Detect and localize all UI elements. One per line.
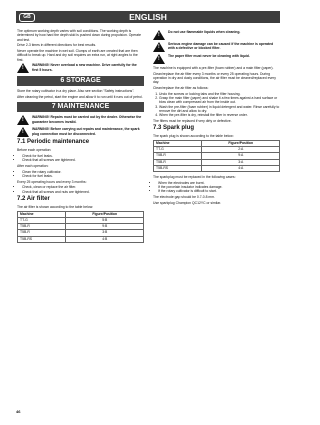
header-title: ENGLISH [129,12,167,22]
list-item: • If the rotary cultivator is difficult to start. [158,189,280,193]
table-cell: T5B-RS [154,165,202,171]
page-number: 46 [16,409,21,414]
table-header: Machine [18,211,66,217]
paragraph: The machine is equipped with a pre-filter (foam rubber) and a main filter (paper). [153,66,274,70]
air-filter-table [17,211,144,243]
step-item: 2. Grasp the main filter (paper) and shake it a few times against a hard surface or blow clean with compressed air from the inside out. [159,96,280,105]
table-cell: T5B-R [18,230,66,236]
list-item: • If the porcelain insulator indicates damage. [158,185,280,189]
step-item: 3. Wash the pre-filter (foam rubber) in liquid detergent and water. Rinse carefully to remove the dirt and allow to dry. [159,105,280,114]
table-cell: T5B-R [154,153,202,159]
numbered-steps [153,92,280,118]
storage-paragraph: Store the rotary cultivator in a dry place. Also see section "Safety instructions". [17,89,135,94]
table-cell: 3:B [66,230,144,236]
section-heading: 7.3 Spark plug [153,125,195,132]
left-column [17,29,144,246]
intro-paragraph: Drive 2-3 times in different directions for best results. [17,43,97,48]
spark-plug-table [153,140,280,172]
bullet-list [153,181,280,194]
warning-icon: ! [17,127,29,137]
paragraph: The filters must be replaced if very dirty or defective. [153,118,232,123]
table-header: Machine [154,140,202,146]
bullet-list [17,170,144,179]
warning-block [153,54,280,64]
intro-paragraph: The optimum working depth varies with soil conditions. The working depth is determined by how hard the depth skid is pushed down during propulsion. Operate and test. [17,29,142,42]
table-cell: T5B-R [154,159,202,165]
warning-block [17,63,144,73]
warning-block [17,115,144,125]
paragraph: Clean/replace the air filter every 3 months or every 25 operating hours. During operation in dry and dusty conditions, the air filter must be cleaned/replaced every day. [153,71,276,85]
list-item: • When the electrodes are burnt. [158,181,280,185]
table-intro: The spark plug is shown according to the table below: [153,134,234,139]
language-badge: GB [19,13,35,22]
table-cell: 4:B [66,236,144,242]
intro-paragraph: Never operate the machine in wet soil. Clumps of earth are created that are then difficult to break up. Hard and dry soil requires an extra run, at right angles to the first. [17,48,138,62]
bullet-list [17,154,144,163]
section-banner-storage: 6 STORAGE [17,76,144,86]
warning-text: WARNING! Before carrying out repairs and maintenance, the spark plug connection must be disconnected. [32,127,140,136]
bullet-list [17,185,144,194]
list-item: • Check, clean or replace the air filter. [22,185,144,189]
warning-text: WARNING! Never overload a new machine. Drive carefully for the first 5 hours. [32,63,137,72]
storage-paragraph: After cleaning the petrol, start the engine and allow it to run until it runs out of petrol. [17,94,143,99]
table-row [154,165,280,171]
section-heading: 7.1 Periodic maintenance [17,139,90,146]
list-item: • Check that all screws and nuts are tightened. [22,190,144,194]
warning-icon: ! [153,42,165,52]
list-item: • Clean the rotary cultivator. [22,170,144,174]
table-cell: 4:A [202,165,280,171]
right-column [153,29,280,206]
table-cell: 9:B [66,224,144,230]
list-intro: Before each operation: [17,148,52,153]
step-item: 4. When the pre-filter is dry, reinstall the filter in reverse order. [159,113,280,117]
table-header: Figure/Position [66,211,144,217]
section-heading: 7.2 Air filter [17,196,50,203]
warning-text: Do not use flammable liquids when cleaning. [168,30,241,34]
warning-block [17,127,144,137]
paragraph: The sparkplug must be replaced in the following cases: [153,174,236,179]
list-item: • Check that all screws are tightened. [22,158,144,162]
warning-text: Serious engine damage can be caused if the machine is operated with a defective or blocked filter. [168,42,274,51]
table-intro: The air filter is shown according to the table below: [17,205,94,210]
paragraph: Use sparkplug Champion QC12YC or similar. [153,200,222,205]
warning-icon: ! [17,115,29,125]
table-cell: T5B-RS [18,236,66,242]
paragraph: Clean/replace the air filter as follows: [153,85,209,90]
warning-block [153,42,280,52]
table-cell: T5B-R [18,224,66,230]
step-item: 1. Undo the screws or locking tabs and the filter housing. [159,92,280,96]
warning-icon: ! [153,54,165,64]
section-banner-maintenance: 7 MAINTENANCE [17,102,144,112]
list-intro: After each operation: [17,164,49,169]
table-cell: 9:A [202,153,280,159]
list-item: • Check for fuel leaks. [22,174,144,178]
warning-text: WARNING! Repairs must be carried out by the dealer. Otherwise the guarantee becomes invalid. [32,115,142,124]
table-header: Figure/Position [202,140,280,146]
paragraph: The electrode gap should be 0.7-0.8 mm. [153,195,216,200]
table-cell: 2:A [202,147,280,153]
table-cell: 5:B [66,217,144,223]
warning-icon: ! [153,30,165,40]
page-header [16,11,280,23]
list-item: • Check for fuel leaks. [22,154,144,158]
warning-text: The paper filter must never be cleaning with liquid. [168,54,250,58]
table-cell: TT-G [154,147,202,153]
list-intro: Every 25 operating hours and every 3 months: [17,179,87,184]
table-cell: TT-G [18,217,66,223]
warning-icon: ! [17,63,29,73]
warning-block [153,30,280,40]
table-row [18,236,144,242]
table-cell: 3:A [202,159,280,165]
